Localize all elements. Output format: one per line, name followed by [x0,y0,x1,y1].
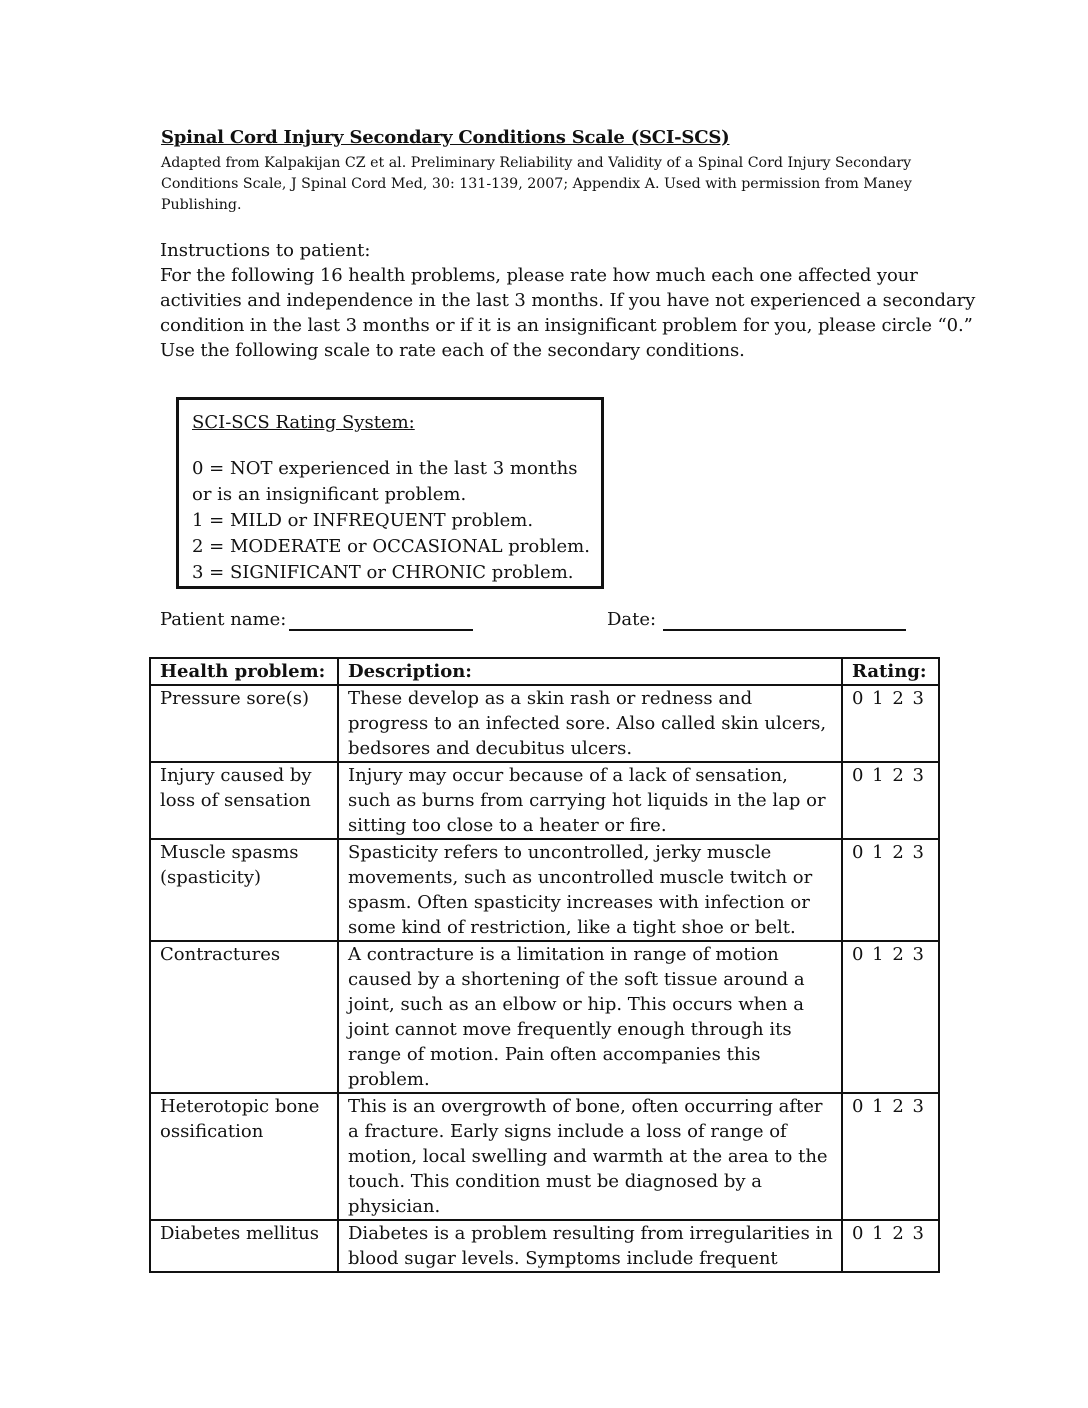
health-problems-table [149,657,940,1273]
rating-cell[interactable]: 0 1 2 3 [842,1093,939,1220]
table-header-row [150,658,939,685]
header-health-problem: Health problem: [150,658,338,685]
patient-name-label: Patient name: [160,609,287,630]
rating-cell[interactable]: 0 1 2 3 [842,1220,939,1272]
citation-text: Adapted from Kalpakijan CZ et al. Preliminary Reliability and Validity of a Spinal Cord Injury Secondary Conditions Scale, J Spinal Cord Med, 30: 131-139, 2007; Appendix A. Used with permission from Maney Publishing. [161,155,912,213]
rating-line-0: 0 = NOT experienced in the last 3 months or is an insignificant problem. [192,458,578,505]
problem-cell: Muscle spasms (spasticity) [150,839,338,941]
rating-cell[interactable]: 0 1 2 3 [842,685,939,762]
description-cell: Injury may occur because of a lack of sensation, such as burns from carrying hot liquids in the lap or sitting too close to a heater or fire. [338,762,842,839]
document-title: Spinal Cord Injury Secondary Conditions Scale (SCI-SCS) [161,127,730,148]
table-row [150,1220,939,1272]
description-cell: Diabetes is a problem resulting from irregularities in blood sugar levels. Symptoms include frequent [338,1220,842,1272]
instructions-heading: Instructions to patient: [160,240,371,261]
description-cell: A contracture is a limitation in range of motion caused by a shortening of the soft tissue around a joint, such as an elbow or hip. This occurs when a joint cannot move frequently enough through its range of motion. Pain often accompanies this problem. [338,941,842,1093]
rating-line-2: 2 = MODERATE or OCCASIONAL problem. [192,536,590,557]
rating-cell[interactable]: 0 1 2 3 [842,839,939,941]
rating-system-box [176,397,604,589]
patient-name-field[interactable] [289,629,473,631]
date-field[interactable] [663,629,906,631]
problem-cell: Pressure sore(s) [150,685,338,762]
rating-system-title: SCI-SCS Rating System: [192,412,415,433]
description-cell: Spasticity refers to uncontrolled, jerky muscle movements, such as uncontrolled muscle twitch or spasm. Often spasticity increases with infection or some kind of restriction, like a tight shoe or belt. [338,839,842,941]
table-row [150,941,939,1093]
problem-cell: Injury caused by loss of sensation [150,762,338,839]
description-cell: This is an overgrowth of bone, often occurring after a fracture. Early signs include a loss of range of motion, local swelling and warmth at the area to the touch. This condition must be diagnosed by a physician. [338,1093,842,1220]
instructions-body: For the following 16 health problems, please rate how much each one affected your activities and independence in the last 3 months. If you have not experienced a secondary condition in the last 3 months or if it is an insignificant problem for you, please circle “0.” Use the following scale to rate each of the secondary conditions. [160,265,976,361]
problem-cell: Diabetes mellitus [150,1220,338,1272]
problem-cell: Heterotopic bone ossification [150,1093,338,1220]
date-label: Date: [607,609,657,630]
description-cell: These develop as a skin rash or redness and progress to an infected sore. Also called skin ulcers, bedsores and decubitus ulcers. [338,685,842,762]
rating-line-3: 3 = SIGNIFICANT or CHRONIC problem. [192,562,574,583]
rating-line-1: 1 = MILD or INFREQUENT problem. [192,510,534,531]
table-row [150,762,939,839]
header-description: Description: [338,658,842,685]
rating-cell[interactable]: 0 1 2 3 [842,941,939,1093]
header-rating: Rating: [842,658,939,685]
problem-cell: Contractures [150,941,338,1093]
table-row [150,839,939,941]
table-row [150,685,939,762]
table-row [150,1093,939,1220]
rating-cell[interactable]: 0 1 2 3 [842,762,939,839]
